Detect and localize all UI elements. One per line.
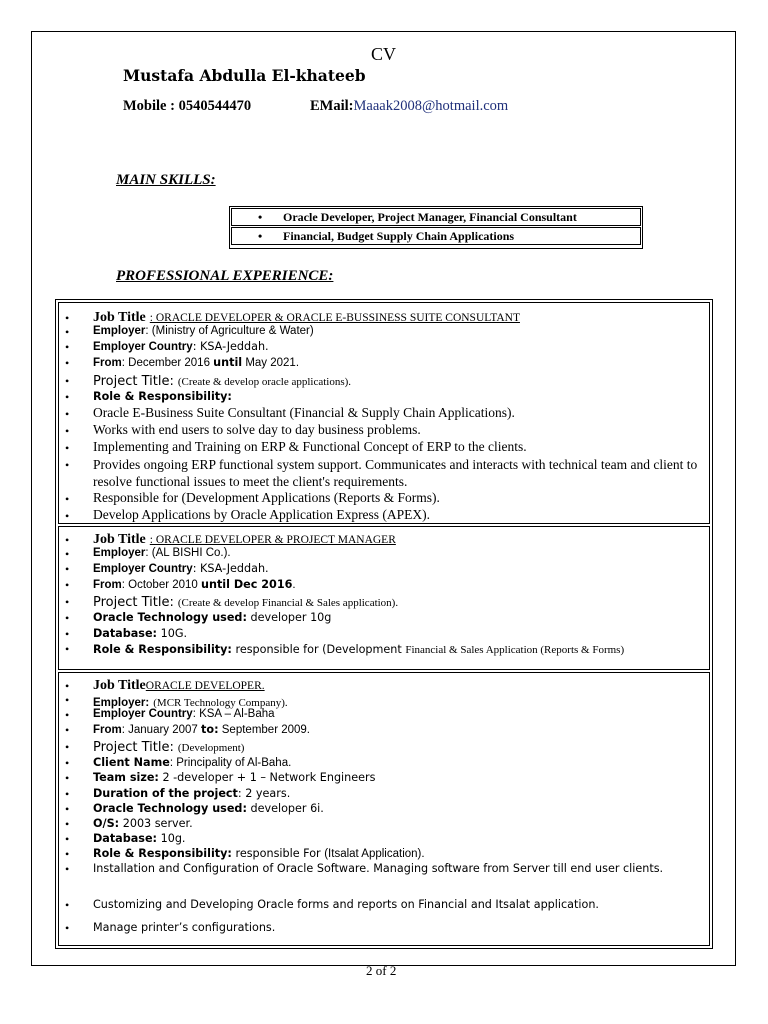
skills-table xyxy=(229,206,643,249)
bullet-icon: • xyxy=(65,642,70,656)
bullet-icon: • xyxy=(65,509,70,523)
bullet-icon: • xyxy=(65,458,70,472)
bullet-icon: • xyxy=(65,771,70,785)
bullet-icon: • xyxy=(65,492,70,506)
bullet-icon: • xyxy=(258,210,263,224)
bullet-icon: • xyxy=(65,611,70,625)
bullet-icon: • xyxy=(65,787,70,801)
bullet-icon: • xyxy=(65,547,70,561)
skill-row: • Oracle Developer, Project Manager, Financial Consultant xyxy=(231,208,641,226)
bullet-icon: • xyxy=(65,424,70,438)
bullet-icon: • xyxy=(65,595,70,609)
bullet-icon: • xyxy=(65,325,70,339)
email-link[interactable]: Maaak2008@hotmail.com xyxy=(353,98,509,114)
bullet-icon: • xyxy=(65,679,70,693)
bullet-icon: • xyxy=(65,340,70,354)
bullet-icon: • xyxy=(65,832,70,846)
bullet-icon: • xyxy=(258,229,263,243)
bullet-icon: • xyxy=(65,407,70,421)
bullet-icon: • xyxy=(65,740,70,754)
job-entry-2: • Job Title : ORACLE DEVELOPER & PROJECT MANAGER • Employer: (AL BISHI Co.). • Employer Country: KSA-Jeddah. • From: October 2010 until Dec 2016. • Project Title: (Create & develop Financial & Sales application). • Oracle Technology used: developer 10g • Database: 10G. • Role & Responsibility: responsible for (Development Financial & Sales Application (Reports & Forms) xyxy=(58,526,710,670)
job-entry-1: • Job Title : ORACLE DEVELOPER & ORACLE E-BUSSINESS SUITE CONSULTANT • Employer: (Ministry of Agriculture & Water) • Employer Country: KSA-Jeddah. • From: December 2016 until May 2021. • Project Title: (Create & develop oracle applications). • Role & Responsibility: • Oracle E-Business Suite Consultant (Financial & Supply Chain Applications). • Works with end users to solve day to day business problems. • Implementing and Training on ERP & Functional Concept of ERP to the clients. • Provides ongoing ERP functional system support. Communicates and interacts with technical team and client to resolve functional issues to meet the client's requirements. • Responsible for (Development Applications (Reports & Forms). • Develop Applications by Oracle Application Express (APEX). xyxy=(58,302,710,524)
email-line xyxy=(310,98,508,115)
experience-table xyxy=(55,299,713,949)
skill-row: • Financial, Budget Supply Chain Applications xyxy=(231,227,641,245)
bullet-icon: • xyxy=(65,374,70,388)
email-label: EMail: xyxy=(310,98,354,114)
document-title: CV xyxy=(371,44,397,64)
bullet-icon: • xyxy=(65,847,70,861)
professional-experience-heading: PROFESSIONAL EXPERIENCE: xyxy=(116,268,334,284)
bullet-icon: • xyxy=(65,921,70,935)
bullet-icon: • xyxy=(65,802,70,816)
job-entry-3: • Job TitleORACLE DEVELOPER. • Employer: (MCR Technology Company). • Employer Country: KSA – Al-Baha • From: January 2007 to: September 2009. • Project Title: (Development) • Client Name: Principality of Al-Baha. • Team size: 2 -developer + 1 – Network Engineers • Duration of the project: 2 years. • Oracle Technology used: developer 6i. • O/S: 2003 server. • Database: 10g. • Role & Responsibility: responsible For (Itsalat Application). • Installation and Configuration of Oracle Software. Managing software from Server till end user clients. • Customizing and Developing Oracle forms and reports on Financial and Itsalat application. • Manage printer’s configurations. xyxy=(58,672,710,946)
bullet-icon: • xyxy=(65,562,70,576)
main-skills-heading: MAIN SKILLS: xyxy=(116,172,216,188)
bullet-icon: • xyxy=(65,311,70,325)
candidate-name: Mustafa Abdulla El-khateeb xyxy=(123,66,366,85)
bullet-icon: • xyxy=(65,578,70,592)
bullet-icon: • xyxy=(65,862,70,876)
bullet-icon: • xyxy=(65,356,70,370)
page-number: 2 of 2 xyxy=(366,963,397,978)
bullet-icon: • xyxy=(65,533,70,547)
bullet-icon: • xyxy=(65,693,70,707)
bullet-icon: • xyxy=(65,817,70,831)
bullet-icon: • xyxy=(65,756,70,770)
bullet-icon: • xyxy=(65,627,70,641)
bullet-icon: • xyxy=(65,441,70,455)
bullet-icon: • xyxy=(65,898,70,912)
bullet-icon: • xyxy=(65,390,70,404)
bullet-icon: • xyxy=(65,723,70,737)
mobile-number: Mobile : 0540544470 xyxy=(123,98,252,114)
bullet-icon: • xyxy=(65,708,70,722)
